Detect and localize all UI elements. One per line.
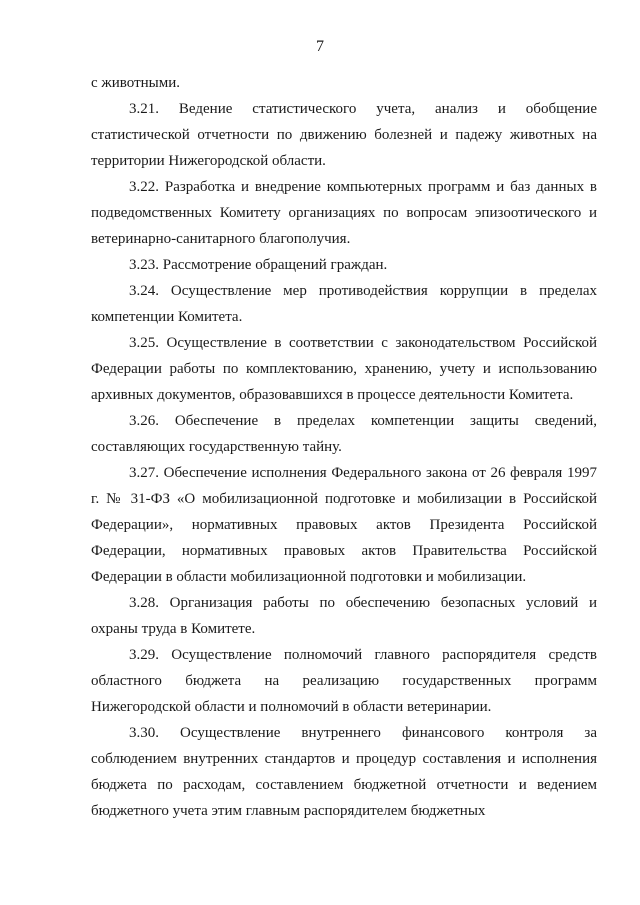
paragraph-3-21: 3.21. Ведение статистического учета, анализ и обобщение статистической отчетности по движению болезней и падежу животных на территории Нижегородской области. <box>91 101 597 169</box>
paragraph-3-25: 3.25. Осуществление в соответствии с законодательством Российской Федерации работы по комплектованию, хранению, учету и использованию архивных документов, образовавшихся в процессе деятельности Комитета. <box>91 335 597 403</box>
paragraph-3-29: 3.29. Осуществление полномочий главного распорядителя средств областного бюджета на реализацию государственных программ Нижегородской области и полномочий в области ветеринарии. <box>91 647 597 715</box>
paragraph-3-30: 3.30. Осуществление внутреннего финансового контроля за соблюдением внутренних стандартов и процедур составления и исполнения бюджета по расходам, составлением бюджетной отчетности и ведением бюджетного учета этим главным распорядителем бюджетных <box>91 725 597 819</box>
paragraph-3-23: 3.23. Рассмотрение обращений граждан. <box>129 257 388 273</box>
document-body <box>91 70 597 824</box>
paragraph-3-28: 3.28. Организация работы по обеспечению безопасных условий и охраны труда в Комитете. <box>91 595 597 637</box>
paragraph-continuation: с животными. <box>91 75 181 91</box>
paragraph-3-26: 3.26. Обеспечение в пределах компетенции защиты сведений, составляющих государственную тайну. <box>91 413 597 455</box>
paragraph-3-22: 3.22. Разработка и внедрение компьютерных программ и баз данных в подведомственных Комитету организациях по вопросам эпизоотического и ветеринарно-санитарного благополучия. <box>91 179 597 247</box>
paragraph-3-24: 3.24. Осуществление мер противодействия коррупции в пределах компетенции Комитета. <box>91 283 597 325</box>
page-number: 7 <box>316 38 324 55</box>
paragraph-3-27: 3.27. Обеспечение исполнения Федерального закона от 26 февраля 1997 г. № 31-ФЗ «О мобилизационной подготовке и мобилизации в Российской Федерации», нормативных правовых актов Президента Российской Федерации, нормативных правовых актов Правительства Российской Федерации в области мобилизационной подготовки и мобилизации. <box>91 465 597 585</box>
